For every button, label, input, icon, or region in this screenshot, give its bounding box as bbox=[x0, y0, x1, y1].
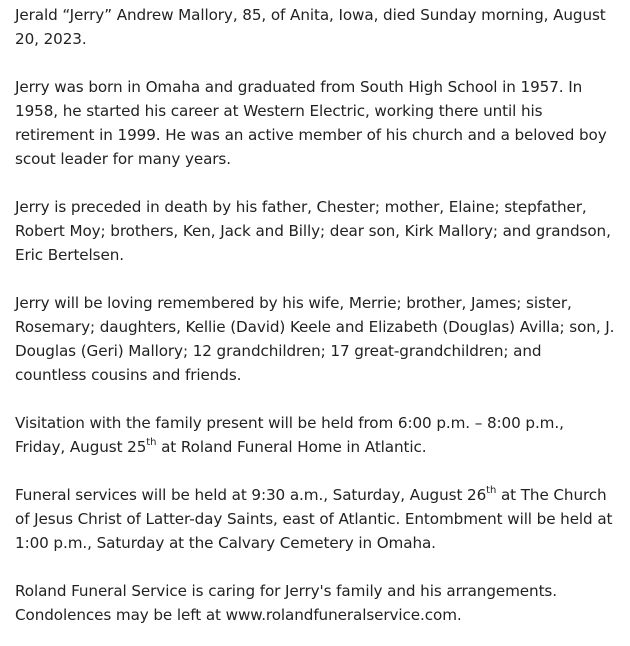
visitation-location: at Roland Funeral Home in Atlantic. bbox=[156, 438, 427, 456]
paragraph-condolences: Roland Funeral Service is caring for Jerry's family and his arrangements. Condolences may be left at www.rolandfuneralservice.com. bbox=[15, 582, 557, 624]
funeral-location: at The Church of Jesus Christ of Latter-day Saints, east of Atlantic. Entombment will be held at 1:00 p.m., Saturday at the Calvary Cemetery in Omaha. bbox=[15, 486, 613, 552]
funeral-date-suffix: th bbox=[486, 484, 497, 496]
paragraph-visitation bbox=[15, 411, 616, 459]
visitation-date-suffix: th bbox=[146, 436, 157, 448]
funeral-text: Funeral services will be held at 9:30 a.m., Saturday, August 26 bbox=[15, 486, 487, 504]
paragraph-funeral-services bbox=[15, 483, 616, 555]
paragraph-death-notice: Jerald “Jerry” Andrew Mallory, 85, of Anita, Iowa, died Sunday morning, August 20, 2023. bbox=[15, 6, 606, 48]
visitation-text: Visitation with the family present will be held from 6:00 p.m. – 8:00 p.m., Friday, August 25 bbox=[15, 414, 564, 456]
paragraph-biography: Jerry was born in Omaha and graduated from South High School in 1957. In 1958, he started his career at Western Electric, working there until his retirement in 1999. He was an active member of his church and a beloved boy scout leader for many years. bbox=[15, 78, 607, 168]
paragraph-survivors: Jerry will be loving remembered by his wife, Merrie; brother, James; sister, Rosemary; daughters, Kellie (David) Keele and Elizabeth (Douglas) Avilla; son, J. Douglas (Geri) Mallory; 12 grandchildren; 17 great-grandchildren; and countless cousins and friends. bbox=[15, 294, 615, 384]
paragraph-preceded-in-death: Jerry is preceded in death by his father, Chester; mother, Elaine; stepfather, Robert Moy; brothers, Ken, Jack and Billy; dear son, Kirk Mallory; and grandson, Eric Bertelsen. bbox=[15, 198, 611, 264]
